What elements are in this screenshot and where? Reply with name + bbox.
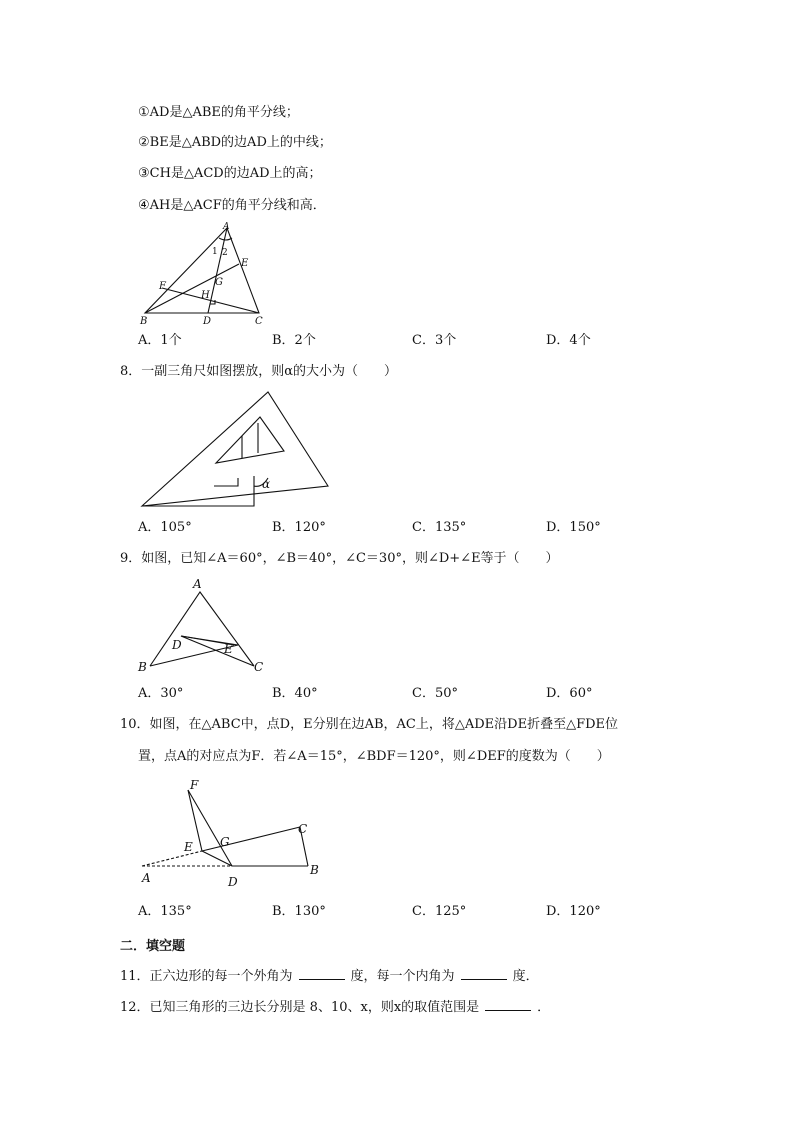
q8-option-a[interactable]: A．105° <box>138 520 192 535</box>
label-A: A <box>193 577 202 591</box>
q8-option-b[interactable]: B．120° <box>272 520 326 535</box>
q10-stem-line1: 10．如图，在△ABC中，点D，E分别在边AB，AC上，将△ADE沿DE折叠至△FDE位 <box>120 717 618 732</box>
label-E: E <box>241 258 249 269</box>
q7-statement-3: ③CH是△ACD的边AD上的高； <box>138 166 322 181</box>
section-title: 二．填空题 <box>120 939 186 954</box>
label-F: F <box>159 281 166 292</box>
label-D: D <box>203 316 212 327</box>
q10-option-c[interactable]: C．125° <box>412 904 467 919</box>
label-C: C <box>255 316 263 327</box>
q7-triangle-figure <box>135 222 275 330</box>
label-A: A <box>142 871 151 885</box>
q7-option-a[interactable]: A．1个 <box>138 333 182 348</box>
alpha-label: α <box>262 477 271 491</box>
q10-fold-figure <box>138 776 338 891</box>
q7-option-c[interactable]: C．3个 <box>412 333 457 348</box>
q12-text-2: ． <box>537 1000 551 1015</box>
label-E: E <box>184 840 193 854</box>
label-E: E <box>224 642 233 656</box>
q12 <box>120 998 550 1017</box>
label-B: B <box>310 863 319 877</box>
label-D: D <box>172 638 182 652</box>
label-G: G <box>215 277 223 288</box>
q10-stem-line2: 置，点A的对应点为F．若∠A＝15°，∠BDF＝120°，则∠DEF的度数为（ ） <box>138 749 610 764</box>
q11-text-3: 度． <box>512 969 539 984</box>
q7-option-b[interactable]: B．2个 <box>272 333 316 348</box>
label-D: D <box>228 875 238 889</box>
label-H: H <box>201 290 210 301</box>
q8-set-square-figure <box>138 390 338 510</box>
angle-1-label: 1 <box>212 247 218 257</box>
q10-option-b[interactable]: B．130° <box>272 904 326 919</box>
q9-option-a[interactable]: A．30° <box>138 686 184 701</box>
label-C: C <box>298 822 308 836</box>
q8-option-c[interactable]: C．135° <box>412 520 467 535</box>
q8-stem: 8．一副三角尺如图摆放，则α的大小为（ ） <box>120 364 398 379</box>
label-B: B <box>140 316 148 327</box>
q11-text-2: 度，每一个内角为 <box>350 969 455 984</box>
angle-2-label: 2 <box>222 248 228 258</box>
q10-option-d[interactable]: D．120° <box>546 904 601 919</box>
q7-option-d[interactable]: D．4个 <box>546 333 591 348</box>
q11 <box>120 967 539 986</box>
label-A: A <box>223 222 230 232</box>
label-C: C <box>254 660 264 674</box>
q11-blank-1[interactable] <box>299 967 345 980</box>
q9-option-c[interactable]: C．50° <box>412 686 458 701</box>
q11-text-1: 11．正六边形的每一个外角为 <box>120 969 293 984</box>
q8-option-d[interactable]: D．150° <box>546 520 601 535</box>
q10-option-a[interactable]: A．135° <box>138 904 192 919</box>
q11-blank-2[interactable] <box>461 967 507 980</box>
label-B: B <box>138 660 147 674</box>
label-G: G <box>220 835 230 849</box>
q12-blank[interactable] <box>485 998 531 1011</box>
q12-text-1: 12．已知三角形的三边长分别是 8、10、x，则x的取值范围是 <box>120 1000 480 1015</box>
q9-option-d[interactable]: D．60° <box>546 686 593 701</box>
q9-option-b[interactable]: B．40° <box>272 686 318 701</box>
q7-statement-2: ②BE是△ABD的边AD上的中线； <box>138 135 332 150</box>
q9-figure <box>136 576 276 676</box>
q7-statement-1: ①AD是△ABE的角平分线； <box>138 105 299 120</box>
label-F: F <box>190 778 199 792</box>
q9-stem: 9．如图，已知∠A＝60°，∠B＝40°，∠C＝30°，则∠D+∠E等于（ ） <box>120 551 559 566</box>
q7-statement-4: ④AH是△ACF的角平分线和高． <box>138 198 326 213</box>
